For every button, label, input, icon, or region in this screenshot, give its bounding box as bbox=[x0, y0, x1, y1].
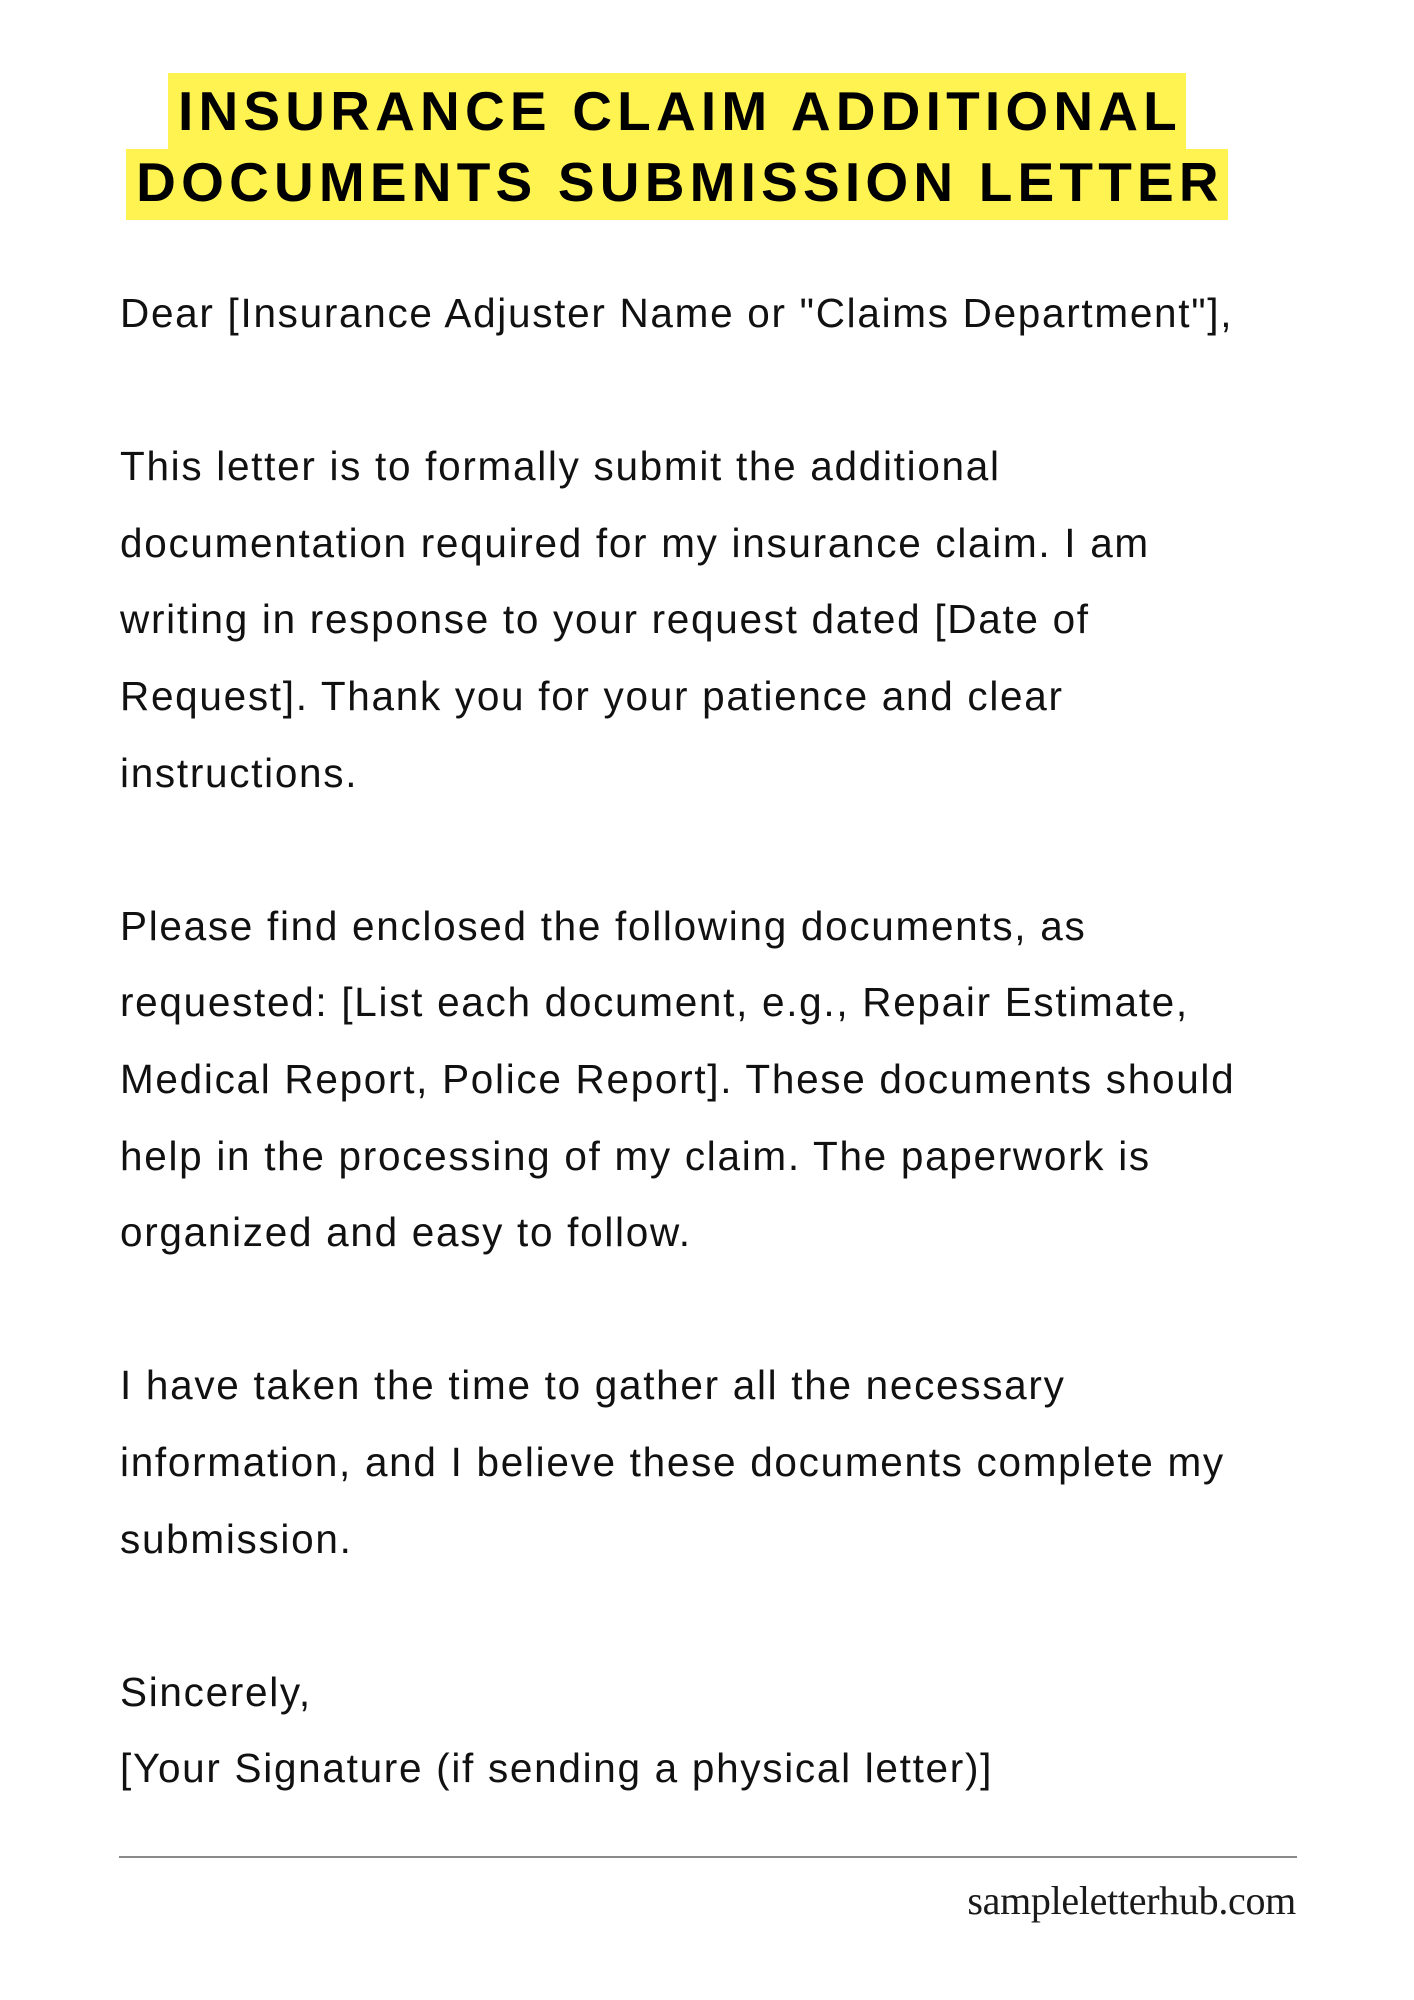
paragraph-3 bbox=[120, 1347, 1380, 1577]
paragraph-line: submission. bbox=[120, 1515, 353, 1562]
paragraph-2 bbox=[120, 888, 1380, 1271]
paragraph-line: information, and I believe these documents complete my bbox=[120, 1438, 1225, 1485]
title-row-2 bbox=[0, 149, 1354, 220]
paragraph-line: This letter is to formally submit the additional bbox=[120, 443, 1001, 490]
paragraph-line: requested: [List each document, e.g., Repair Estimate, bbox=[120, 979, 1189, 1026]
title-row-1 bbox=[0, 73, 1354, 149]
paragraph-line: organized and easy to follow. bbox=[120, 1209, 692, 1256]
footer-divider bbox=[119, 1856, 1297, 1858]
footer-site-name: sampleletterhub.com bbox=[967, 1878, 1296, 1923]
spacer bbox=[120, 1271, 1380, 1348]
spacer bbox=[120, 1577, 1380, 1654]
page-title bbox=[0, 73, 1354, 220]
paragraph-line: Request]. Thank you for your patience and clear bbox=[120, 672, 1064, 719]
spacer bbox=[120, 352, 1380, 429]
paragraph-line: instructions. bbox=[120, 749, 359, 796]
paragraph-1 bbox=[120, 428, 1380, 811]
spacer bbox=[120, 811, 1380, 888]
paragraph-line: Please find enclosed the following documents, as bbox=[120, 902, 1087, 949]
title-line-2: DOCUMENTS SUBMISSION LETTER bbox=[126, 149, 1228, 220]
paragraph-line: writing in response to your request dated [Date of bbox=[120, 596, 1090, 643]
paragraph-line: help in the processing of my claim. The paperwork is bbox=[120, 1132, 1151, 1179]
letter-body bbox=[120, 275, 1380, 1807]
closing: Sincerely, bbox=[120, 1668, 312, 1715]
title-line-1: INSURANCE CLAIM ADDITIONAL bbox=[168, 73, 1186, 149]
paragraph-line: I have taken the time to gather all the necessary bbox=[120, 1362, 1066, 1409]
paragraph-line: Medical Report, Police Report]. These documents should bbox=[120, 1055, 1236, 1102]
paragraph-line: documentation required for my insurance claim. I am bbox=[120, 519, 1150, 566]
signature-placeholder: [Your Signature (if sending a physical letter)] bbox=[120, 1745, 994, 1792]
salutation: Dear [Insurance Adjuster Name or "Claims Department"], bbox=[120, 290, 1234, 336]
